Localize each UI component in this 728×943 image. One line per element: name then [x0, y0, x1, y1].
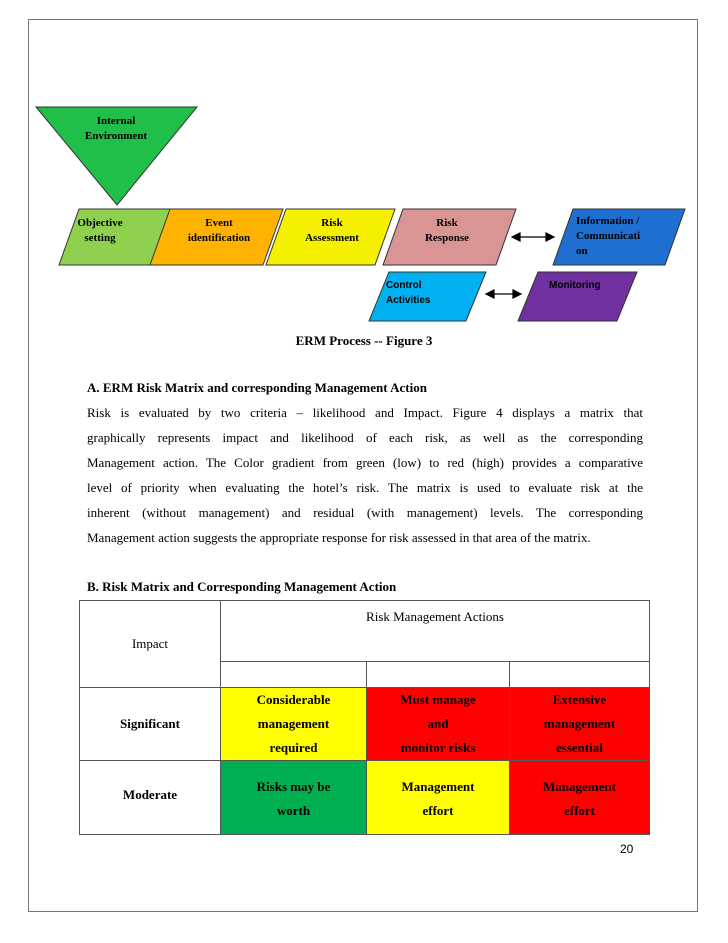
double-arrow-top — [512, 233, 554, 241]
event-identification-label: Event identification — [187, 217, 251, 244]
paragraph-line: Risk is evaluated by two criteria – likelihood and Impact. Figure 4 displays a matrix that — [87, 405, 643, 420]
paragraph-line: inherent (without management) and residual (with management) levels. The corresponding — [87, 505, 643, 520]
row-label-moderate: Moderate — [80, 761, 221, 835]
information-communication-label: Information / Communicati on — [576, 215, 641, 257]
blank-header-cell — [367, 662, 510, 688]
section-a-title: A. ERM Risk Matrix and corresponding Management Action — [87, 380, 427, 395]
paragraph-line: level of priority when evaluating the hotel’s risk. The matrix is used to evaluate risk at the — [87, 480, 643, 495]
paragraph-line: Management action suggests the appropriate response for risk assessed in that area of the matrix. — [87, 530, 591, 545]
blank-header-cell — [221, 662, 367, 688]
double-arrow-bottom — [486, 290, 521, 298]
paragraph-line: graphically represents impact and likelihood of each risk, as well as the corresponding — [87, 430, 643, 445]
impact-header: Impact — [80, 601, 221, 688]
row-label-significant: Significant — [80, 688, 221, 761]
blank-header-cell — [510, 662, 650, 688]
matrix-cell: Risks may be worth — [221, 761, 367, 835]
page-number: 20 — [620, 842, 634, 856]
figure-caption: ERM Process -- Figure 3 — [295, 333, 433, 348]
control-activities-label: Control Activities — [386, 280, 431, 306]
matrix-cell: Management effort — [367, 761, 510, 835]
risk-management-actions-header: Risk Management Actions — [221, 601, 650, 662]
paragraph-line: Management action. The Color gradient from green (low) to red (high) provides a comparative — [87, 455, 643, 470]
section-b-title: B. Risk Matrix and Corresponding Management Action — [87, 579, 397, 594]
internal-environment-label: Internal Environment — [84, 115, 148, 142]
objective-setting-label: Objective setting — [77, 217, 123, 244]
monitoring-label: Monitoring — [549, 280, 601, 291]
matrix-cell: Extensive management essential — [510, 688, 650, 761]
risk-assessment-label: Risk Assessment — [305, 217, 359, 244]
risk-response-label: Risk Response — [424, 217, 469, 244]
risk-matrix-table — [79, 600, 650, 835]
matrix-cell: Management effort — [510, 761, 650, 835]
matrix-cell: Must manage and monitor risks — [367, 688, 510, 761]
section-a-paragraph — [87, 400, 643, 550]
matrix-cell: Considerable management required — [221, 688, 367, 761]
